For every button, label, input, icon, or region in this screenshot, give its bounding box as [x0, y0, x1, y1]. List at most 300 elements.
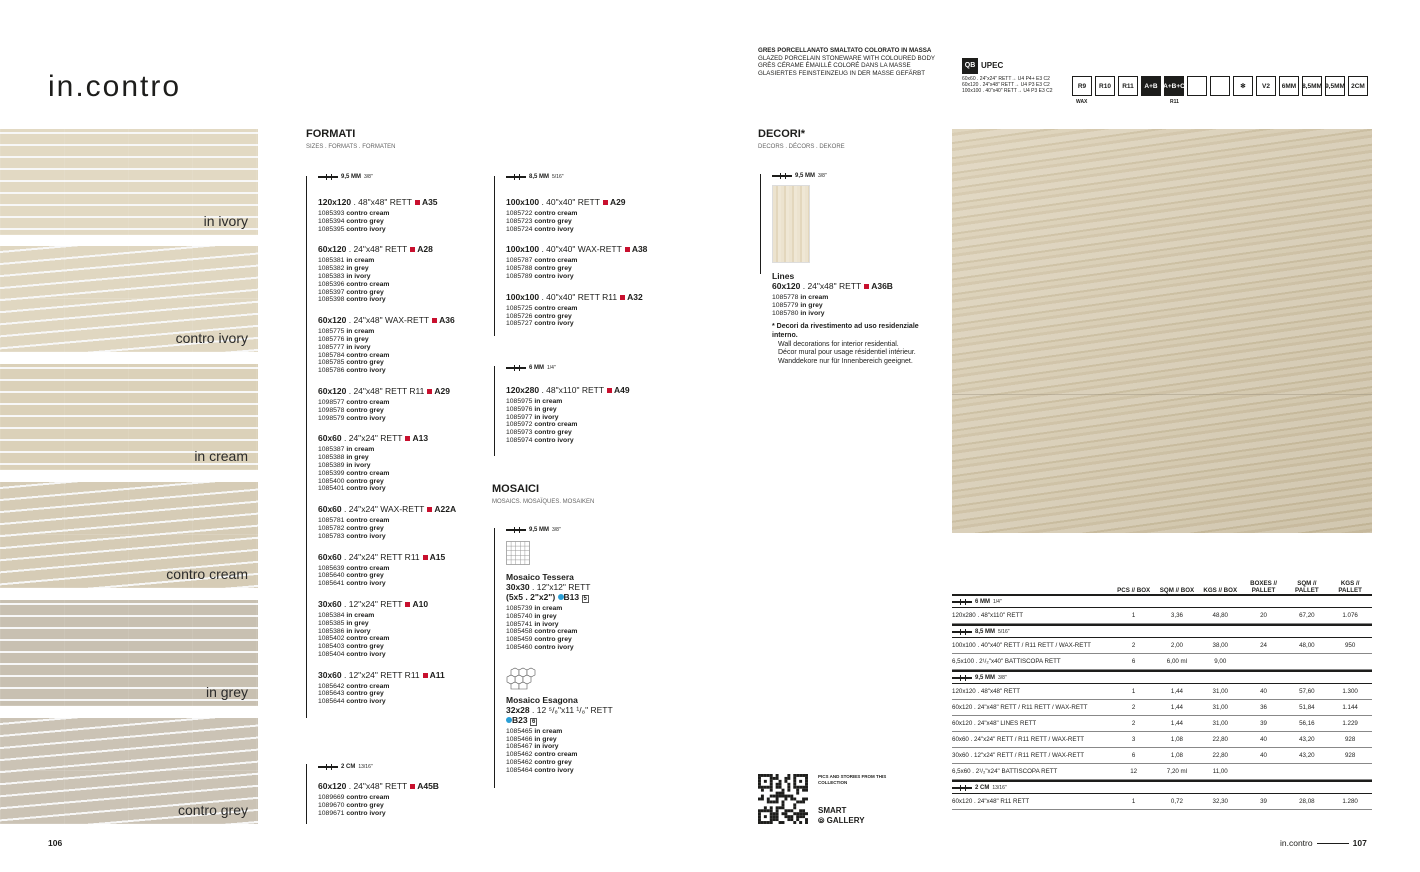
decori-header	[758, 128, 845, 150]
header-line: GLAZED PORCELAIN STONEWARE WITH COLOURED BODY	[758, 54, 936, 62]
product-code-line: 1085782 contro grey	[318, 524, 384, 532]
table-row	[952, 748, 1372, 764]
red-code-icon	[427, 389, 432, 394]
format-group	[318, 599, 456, 659]
row-label: 6,5x60 . 2¹/₂"x24" BATTISCOPA RETT	[952, 768, 1058, 775]
thickness-label: 9,5 MM 3/8"	[318, 174, 456, 180]
table-cell: 1,44	[1170, 704, 1183, 711]
product-code-line: 1085781 contro cream	[318, 517, 390, 525]
eye-icon: ⦾	[818, 816, 825, 825]
format-title: 100x100 . 40"x40" WAX-RETT A38	[506, 244, 648, 255]
product-code-line: 1085462 contro cream	[506, 751, 578, 759]
thickness-label: 8,5 MM 5/16"	[506, 174, 647, 180]
abc-shoe-icon: A+B+C	[1164, 76, 1184, 96]
table-cell: 20	[1260, 612, 1267, 619]
thickness-icon	[952, 785, 972, 791]
page-number-left: 106	[48, 838, 63, 848]
tile-swatch	[0, 246, 258, 352]
decor-block	[772, 173, 942, 366]
product-code-line: 1085386 in ivory	[318, 627, 371, 635]
formati-header	[306, 128, 395, 150]
product-code-line: 1085786 contro ivory	[318, 367, 386, 375]
red-code-icon	[415, 200, 420, 205]
product-code-line: 1085385 in grey	[318, 619, 369, 627]
table-cell: 24	[1260, 642, 1267, 649]
red-code-icon	[864, 284, 869, 289]
thickness-icon	[506, 365, 526, 371]
red-code-icon	[620, 295, 625, 300]
product-code-line: 1085642 contro cream	[318, 682, 390, 690]
table-row	[952, 716, 1372, 732]
table-cell: 6	[1131, 658, 1136, 665]
table-cell: 2	[1131, 704, 1136, 711]
product-code-line: 1085402 contro cream	[318, 635, 390, 643]
table-cell: 6,00 ml	[1166, 658, 1188, 665]
mosaici-header	[492, 483, 594, 505]
row-label: 30x60 . 12"x24" RETT / R11 RETT / WAX-RETT	[952, 752, 1085, 759]
col2b-rule	[494, 366, 495, 456]
table-cell: 2,00	[1170, 642, 1183, 649]
formati-subtitle: SIZES . FORMATS . FORMATEN	[306, 144, 396, 150]
table-cell: 3,36	[1170, 612, 1183, 619]
product-code-line: 1085397 contro grey	[318, 288, 384, 296]
mosaic-rule	[494, 528, 495, 788]
r10-icon: R10	[1095, 76, 1115, 96]
decori-subtitle: DECORS . DÉCORS . DEKORE	[758, 144, 845, 150]
product-code-line: 1085724 contro ivory	[506, 225, 574, 233]
table-row	[952, 684, 1372, 700]
table-cell: 1,08	[1170, 752, 1183, 759]
table-row	[952, 654, 1372, 670]
thickness-icon	[318, 174, 338, 180]
row-label: 60x120 . 24"x48" LINES RETT	[952, 720, 1037, 727]
table-cell: 57,60	[1299, 688, 1315, 695]
format-group	[318, 504, 456, 540]
format-group	[506, 244, 647, 280]
product-code-line: 1085381 in cream	[318, 257, 375, 265]
hexagon-mosaic-icon	[506, 666, 536, 690]
table-cell: 31,00	[1212, 704, 1228, 711]
table-cell: 31,00	[1212, 720, 1228, 727]
table-cell: 1,44	[1170, 720, 1183, 727]
table-cell: 43,20	[1299, 736, 1315, 743]
product-code-line: 1085465 in cream	[506, 727, 563, 735]
table-cell: 928	[1344, 736, 1356, 743]
product-code-line: 1085395 contro ivory	[318, 225, 386, 233]
table-cell: 9,00	[1214, 658, 1227, 665]
product-photo	[952, 129, 1372, 533]
product-code-line: 1085777 in ivory	[318, 343, 371, 351]
format-title: 100x100 . 40"x40" RETT A29	[506, 197, 626, 207]
product-code-line: 1085974 contro ivory	[506, 436, 574, 444]
9mm-icon: 9,5MM	[1325, 76, 1345, 96]
red-code-icon	[427, 507, 432, 512]
table-cell: 2	[1131, 720, 1136, 727]
format-group	[506, 197, 647, 233]
product-code-line: 1085972 contro cream	[506, 421, 578, 429]
tile-swatch	[0, 482, 258, 588]
format-title: 100x100 . 40"x40" RETT R11 A32	[506, 291, 643, 302]
formati-title: FORMATI	[306, 128, 356, 140]
table-cell: 39	[1260, 720, 1267, 727]
product-code-line: 1085460 contro ivory	[506, 643, 574, 651]
format-title: 30x60 . 12"x24" RETT R11 A11	[318, 669, 445, 680]
format-group	[318, 552, 456, 588]
pcs-box: 6	[531, 718, 536, 725]
product-code-line: 1085725 contro cream	[506, 304, 578, 312]
esagona-items	[506, 728, 676, 775]
2cm-icon: 2CM	[1348, 76, 1368, 96]
tile-swatch	[0, 364, 258, 470]
table-cell: 1.280	[1342, 798, 1358, 805]
product-code-line: 1085779 in grey	[772, 301, 823, 309]
product-code-line: 1085785 contro grey	[318, 359, 384, 367]
product-code-line: 1085383 in ivory	[318, 272, 371, 280]
table-cell: 6	[1131, 752, 1136, 759]
row-label: 120x280 . 48"x110" RETT	[952, 612, 1024, 619]
upec-line: 60x60 . 24"x24" RETT→ U4 P4+ E3 C2	[962, 76, 1050, 82]
col1-rule	[306, 176, 307, 718]
product-code-line: 1085780 in ivory	[772, 309, 825, 317]
note-line: Wall decorations for interior residential.	[778, 340, 899, 348]
tile-label: contro grey	[177, 802, 248, 818]
wax-label: WAX	[1076, 99, 1088, 105]
tessera-items	[506, 605, 676, 652]
red-code-icon	[410, 247, 415, 252]
table-cell: 1	[1131, 612, 1136, 619]
product-code-line: 1085776 in grey	[318, 335, 369, 343]
product-code-line: 1085975 in cream	[506, 398, 563, 405]
product-code-line: 1085739 in cream	[506, 605, 563, 612]
table-cell: 1.300	[1342, 688, 1358, 695]
red-code-icon	[607, 388, 612, 393]
table-cell: 51,84	[1299, 704, 1315, 711]
table-row	[952, 608, 1372, 624]
product-code-line: 1085462 contro grey	[506, 758, 572, 766]
format-title: 120x280 . 48"x110" RETT A49	[506, 385, 630, 395]
product-code-line: 1085723 contro grey	[506, 217, 572, 225]
col1b-rule	[306, 764, 307, 824]
r9-icon: R9	[1072, 76, 1092, 96]
product-code-line: 1085977 in ivory	[506, 413, 559, 421]
decori-title: DECORI*	[758, 128, 806, 140]
product-code-line: 1085382 in grey	[318, 265, 369, 273]
tile-swatch	[0, 600, 258, 706]
table-cell: 0,72	[1170, 798, 1183, 805]
row-label: 120x120 . 48"x48" RETT	[952, 688, 1021, 695]
thickness-icon	[952, 629, 972, 635]
format-title: 60x120 . 24"x48" RETT R11 A29	[318, 385, 450, 396]
table-cell: 1.229	[1342, 720, 1358, 727]
table-cell: 56,16	[1299, 720, 1315, 727]
format-group	[318, 433, 456, 493]
format-group	[318, 670, 456, 706]
product-code-line: 1085404 contro ivory	[318, 650, 386, 658]
format-title: 60x60 . 24"x24" WAX-RETT A22A	[318, 504, 457, 515]
table-cell: 40	[1260, 736, 1267, 743]
thickness-row: 8,5 MM 5/16"	[952, 624, 1372, 638]
table-cell: 40	[1260, 688, 1267, 695]
tessera-format: 30x30 . 12"x12" RETT	[506, 582, 591, 592]
product-code-line: 1085784 contro cream	[318, 351, 390, 359]
red-code-icon	[423, 555, 428, 560]
smart-gallery[interactable]: SMART ⦾ GALLERY	[818, 806, 865, 825]
table-cell: 3	[1131, 736, 1136, 743]
red-code-icon	[405, 436, 410, 441]
product-code-line: 1085399 contro cream	[318, 469, 390, 477]
certification-icons	[1072, 76, 1368, 96]
format-group	[318, 244, 456, 304]
table-cell: 67,20	[1299, 612, 1315, 619]
column-header: BOXES // PALLET	[1250, 580, 1277, 594]
table-header	[952, 574, 1372, 594]
thickness-row: 6 MM 1/4"	[952, 594, 1372, 608]
table-cell: 12	[1130, 768, 1138, 775]
product-code-line: 1085400 contro grey	[318, 477, 384, 485]
table-cell: 38,00	[1212, 642, 1228, 649]
ab-shoe-icon: A+B	[1141, 76, 1161, 96]
8mm-icon: 8,5MM	[1302, 76, 1322, 96]
product-code-line: 1085639 contro cream	[318, 564, 390, 572]
table-cell: 1,44	[1170, 688, 1183, 695]
header-line: GRÈS CÉRAME ÉMAILLÉ COLORÉ DANS LA MASSE	[758, 62, 911, 69]
column-header: PCS // BOX	[1117, 587, 1151, 594]
tile-label: in cream	[194, 448, 248, 464]
product-code-line: 1089670 contro grey	[318, 801, 384, 809]
table-cell: 48,00	[1299, 642, 1315, 649]
product-header: GRES PORCELLANATO SMALTATO COLORATO IN MASSA GLAZED PORCELAIN STONEWARE WITH COLOURED BODY GRÈS CÉRAME ÉMAILLÉ COLORÉ DANS LA MASSE GLASIERTES FEINSTEINZEUG IN DER MASSE GEFÄRBT	[758, 47, 936, 77]
lines-decor-image	[772, 185, 810, 263]
column-header: KGS // PALLET	[1338, 580, 1362, 594]
table-cell: 43,20	[1299, 752, 1315, 759]
thickness-label: 6 MM 1/4"	[506, 365, 630, 371]
row-label: 60x120 . 24"x48" R11 RETT	[952, 798, 1030, 805]
tessera-sub: (5x5 . 2"x2") B13 5	[506, 592, 587, 602]
table-cell: 36	[1260, 704, 1267, 711]
red-code-icon	[423, 673, 428, 678]
row-label: 6,5x100 . 2¹/₂"x40" BATTISCOPA RETT	[952, 658, 1061, 665]
product-code-line: 1085388 in grey	[318, 454, 369, 462]
table-cell: 11,00	[1212, 768, 1228, 775]
product-code-line: 1089671 contro ivory	[318, 809, 386, 817]
qr-code-image	[758, 774, 808, 824]
tessera-name: Mosaico Tessera	[506, 572, 574, 582]
product-code-line: 1085398 contro ivory	[318, 296, 386, 304]
product-code-line: 1085401 contro ivory	[318, 485, 386, 493]
format-group	[506, 292, 647, 328]
thickness-icon	[772, 173, 792, 179]
esagona-format: 32x28 . 12 ⁵/₈"x11 ¹/₈" RETT	[506, 704, 613, 715]
product-code-line: 1085464 contro ivory	[506, 766, 574, 774]
product-code-line: 1098579 contro ivory	[318, 414, 386, 422]
product-code-line: 1085976 in grey	[506, 405, 557, 413]
product-code-line: 1085403 contro grey	[318, 643, 384, 651]
r11-label: R11	[1170, 99, 1179, 105]
thickness-icon	[318, 764, 338, 770]
header-line: GLASIERTES FEINSTEINZEUG IN DER MASSE GEFÄRBT	[758, 69, 925, 77]
tile-label: in grey	[205, 684, 248, 700]
v2-icon: V2	[1256, 76, 1276, 96]
format-title: 60x60 . 24"x24" RETT A13	[318, 433, 429, 444]
row-label: 100x100 . 40"x40" RETT / R11 RETT / WAX-RETT	[952, 642, 1091, 649]
r11-icon: R11	[1118, 76, 1138, 96]
decor-name: Lines	[772, 271, 795, 281]
product-code-line: 1089669 contro cream	[318, 794, 390, 801]
red-code-icon	[410, 784, 415, 789]
mosaici-subtitle: MOSAICS. MOSAÏQUES. MOSAIKEN	[492, 499, 595, 505]
upec-line: 100x100 . 40"x40" RETT→ U4 P3 E3 C2	[962, 88, 1053, 94]
tile-label: in ivory	[203, 213, 248, 229]
upec-block: QB UPEC 60x60 . 24"x24" RETT→ U4 P4+ E3 C2 60x120 . 24"x48" RETT→ U4 P3 E3 C2 100x100 . 40"x40" RETT→ U4 P3 E3 C2	[962, 58, 1053, 94]
mosaici-title: MOSAICI	[492, 483, 540, 495]
tile-swatch	[0, 129, 258, 235]
collection-title: in.contro	[48, 70, 182, 103]
frost-icon: ✻	[1233, 76, 1253, 96]
format-title: 60x60 . 24"x24" RETT R11 A15	[318, 551, 446, 562]
column-header: SQM // PALLET	[1295, 580, 1319, 594]
page-footer-right: in.contro 107	[1280, 838, 1367, 848]
mosaic-thickness: 9,5 MM 3/8"	[506, 527, 676, 533]
table-row	[952, 794, 1372, 810]
thickness-icon	[506, 174, 526, 180]
product-code-line: 1085384 in cream	[318, 611, 375, 619]
thickness-label: 2 CM 13/16"	[318, 764, 439, 770]
foot-icon	[1187, 76, 1207, 96]
packaging-table	[952, 574, 1372, 810]
tile-swatch	[0, 718, 258, 824]
format-title: 120x120 . 48"x48" RETT A35	[318, 197, 438, 207]
product-code-line: 1098577 contro cream	[318, 398, 390, 406]
table-row	[952, 638, 1372, 654]
product-code-line: 1085393 contro cream	[318, 210, 390, 217]
product-code-line: 1085775 in cream	[318, 328, 375, 336]
product-code-line: 1085741 in ivory	[506, 620, 559, 628]
table-cell: 22,80	[1212, 752, 1228, 759]
product-code-line: 1085722 contro cream	[506, 210, 578, 217]
formati-col1	[318, 174, 456, 706]
product-code-line: 1085641 contro ivory	[318, 580, 386, 588]
red-code-icon	[603, 200, 608, 205]
product-code-line: 1085458 contro cream	[506, 628, 578, 636]
product-code-line: 1085389 in ivory	[318, 461, 371, 469]
product-code-line: 1085459 contro grey	[506, 636, 572, 644]
product-code-line: 1085789 contro ivory	[506, 272, 574, 280]
upec-line: 60x120 . 24"x48" RETT→ U4 P3 E3 C2	[962, 82, 1050, 88]
product-code-line: 1085727 contro ivory	[506, 320, 574, 328]
format-group	[318, 197, 456, 233]
product-code-line: 1085640 contro grey	[318, 572, 384, 580]
format-group	[318, 315, 456, 375]
format-title: 60x120 . 24"x48" WAX-RETT A36	[318, 315, 455, 326]
pcs-box: 5	[583, 596, 587, 602]
hand-icon	[1210, 76, 1230, 96]
table-cell: 40	[1260, 752, 1267, 759]
table-cell: 1.144	[1342, 704, 1358, 711]
qr-caption: PICS AND STORIES FROM THIS COLLECTION	[818, 774, 887, 785]
qr-code[interactable]	[758, 774, 808, 824]
product-code-line: 1098578 contro grey	[318, 406, 384, 414]
product-code-line: 1085643 contro grey	[318, 690, 384, 698]
format-group	[506, 385, 630, 445]
note-line: Wanddekore nur für Innenbereich geeignet.	[778, 357, 913, 365]
table-cell: 7,20 ml	[1166, 768, 1188, 775]
product-code-line: 1085396 contro cream	[318, 280, 390, 288]
table-cell: 1,08	[1170, 736, 1183, 743]
thickness-icon	[506, 527, 526, 533]
tile-label: contro ivory	[175, 330, 248, 346]
red-code-icon	[432, 318, 437, 323]
formati-col2	[506, 174, 647, 328]
decor-format: 60x120 . 24"x48" RETT A36B	[772, 281, 893, 291]
product-code-line: 1085973 contro grey	[506, 429, 572, 437]
table-cell: 1.076	[1342, 612, 1358, 619]
grid-mosaic-icon	[506, 541, 530, 565]
thickness-row: 2 CM 13/16"	[952, 780, 1372, 794]
decor-rule	[760, 174, 761, 274]
mosaic-block	[506, 527, 676, 775]
esagona-name: Mosaico Esagona	[506, 694, 578, 705]
table-row	[952, 700, 1372, 716]
note-line: Décor mural pour usage résidentiel intérieur.	[778, 349, 916, 357]
table-cell: 2	[1131, 642, 1136, 649]
product-code-line: 1085778 in cream	[772, 294, 829, 301]
table-cell: 928	[1344, 752, 1356, 759]
page-number-right: 107	[1352, 838, 1367, 848]
table-cell: 39	[1260, 798, 1267, 805]
product-code-line: 1085466 in grey	[506, 735, 557, 743]
product-code-line: 1085787 contro cream	[506, 257, 578, 265]
thickness-icon	[952, 675, 972, 681]
table-row	[952, 764, 1372, 780]
table-row	[952, 732, 1372, 748]
product-code-line: 1085740 in grey	[506, 612, 557, 620]
table-cell: 48,80	[1212, 612, 1228, 619]
table-cell: 31,00	[1212, 688, 1228, 695]
table-cell: 22,80	[1212, 736, 1228, 743]
format-group	[318, 386, 456, 422]
product-code-line: 1085394 contro grey	[318, 217, 384, 225]
thickness-row: 9,5 MM 3/8"	[952, 670, 1372, 684]
table-cell: 1	[1131, 688, 1136, 695]
red-code-icon	[625, 247, 630, 252]
column-header: SQM // BOX	[1159, 587, 1195, 594]
table-cell: 950	[1344, 642, 1356, 649]
6mm-icon: 6MM	[1279, 76, 1299, 96]
product-code-line: 1085726 contro grey	[506, 312, 572, 320]
decor-items	[772, 294, 942, 317]
formati-col2b	[506, 365, 630, 445]
product-code-line: 1085783 contro ivory	[318, 532, 386, 540]
thickness-icon	[952, 599, 972, 605]
decor-thickness: 9,5 MM 3/8"	[772, 173, 942, 179]
product-code-line: 1085788 contro grey	[506, 265, 572, 273]
row-label: 60x120 . 24"x48" RETT / R11 RETT / WAX-RETT	[952, 704, 1088, 711]
format-group	[318, 781, 439, 817]
tile-label: contro cream	[166, 566, 248, 582]
product-code-line: 1085467 in ivory	[506, 743, 559, 751]
esagona-sub: B23 6	[506, 715, 676, 725]
product-code-line: 1085644 contro ivory	[318, 698, 386, 706]
decor-note: * Decori da rivestimento ad uso residenziale interno. Wall decorations for interior residential. Décor mural pour usage résidentiel intérieur. Wanddekore nur für Innenbereich geeignet.	[772, 323, 932, 366]
format-title: 30x60 . 12"x24" RETT A10	[318, 598, 429, 609]
column-header: KGS // BOX	[1203, 587, 1238, 594]
product-code-line: 1085387 in cream	[318, 446, 375, 454]
format-title: 60x120 . 24"x48" RETT A45B	[318, 781, 439, 791]
table-cell: 1	[1131, 798, 1136, 805]
red-code-icon	[405, 602, 410, 607]
formati-col1b	[318, 764, 439, 817]
table-cell: 32,30	[1212, 798, 1228, 805]
